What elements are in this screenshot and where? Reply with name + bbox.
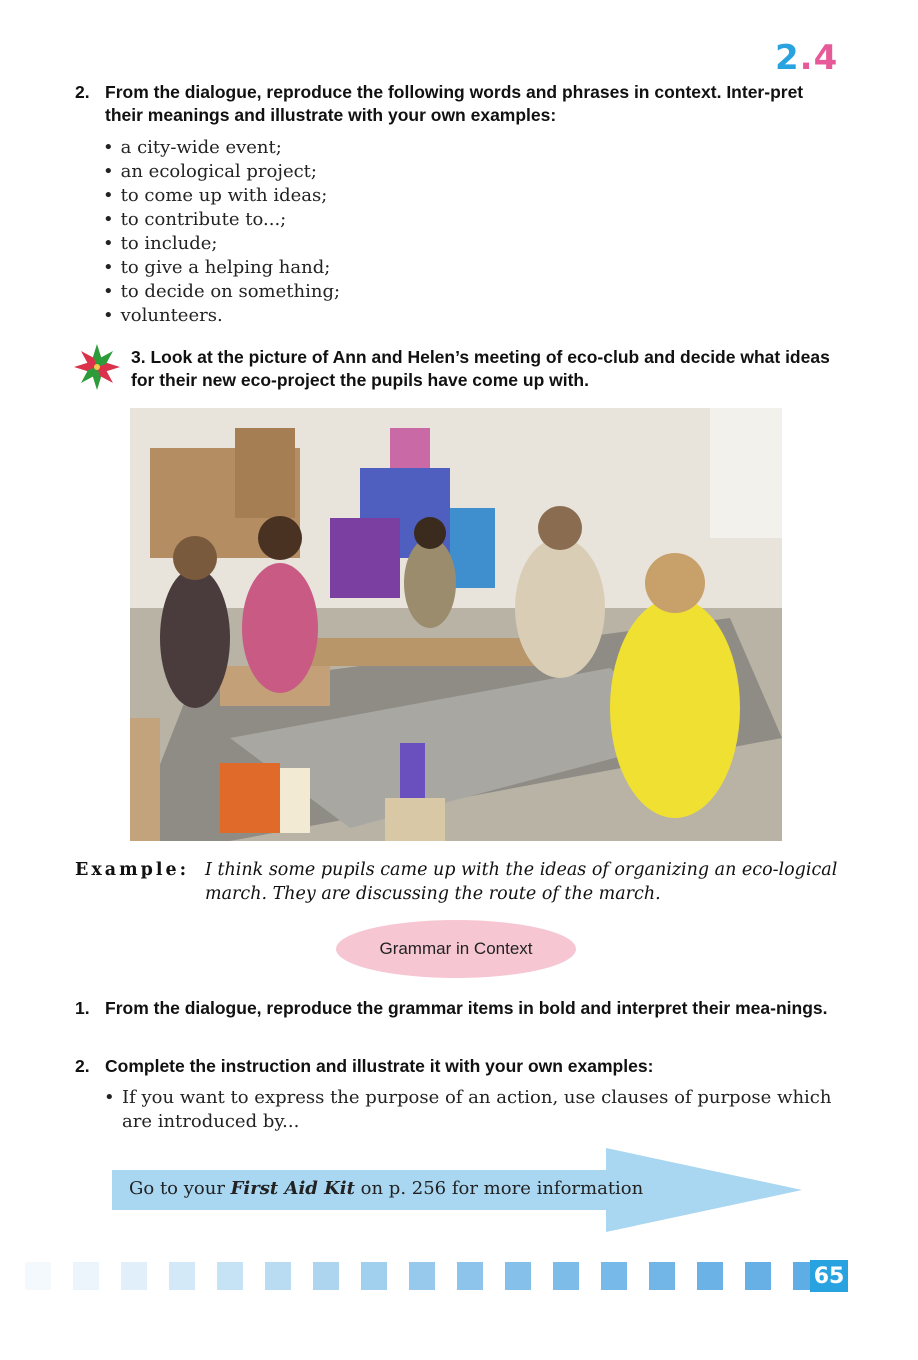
task-text: From the dialogue, reproduce the grammar items in bold and interpret their mea-nings. <box>105 998 828 1018</box>
phrase-item: • to include; <box>103 232 340 256</box>
bullet-dot: • <box>104 1087 115 1108</box>
book-title: First Aid Kit <box>230 1178 355 1199</box>
example-label: Example: <box>75 860 190 880</box>
purpose-text: If you want to express the purpose of an action, use clauses of purpose which are introduced by... <box>122 1087 832 1132</box>
phrase-item: • to decide on something; <box>103 280 340 304</box>
star-icon <box>72 342 122 392</box>
task-number: 1. <box>75 998 90 1018</box>
grammar-heading: Grammar in Context <box>336 920 576 978</box>
phrase-item: • an ecological project; <box>103 160 340 184</box>
phrase-item: • to come up with ideas; <box>103 184 340 208</box>
example-block <box>75 858 845 906</box>
phrase-item: • to contribute to...; <box>103 208 340 232</box>
task-text: Complete the instruction and illustrate it with your own examples: <box>105 1056 654 1076</box>
task-number: 2. <box>75 1056 90 1076</box>
task-text: From the dialogue, reproduce the following words and phrases in context. Inter-pret their meanings and illustrate with your own examples: <box>105 82 804 125</box>
task-number: 2. <box>75 82 90 102</box>
task-3-instruction: 3. Look at the picture of Ann and Helen’s meeting of eco-club and decide what ideas for their new eco-project the pupils have come up with. <box>131 347 830 390</box>
grammar-task-2 <box>75 1055 845 1078</box>
purpose-instruction <box>104 1086 844 1134</box>
phrase-item: • a city-wide event; <box>103 136 340 160</box>
phrase-list <box>103 136 340 328</box>
first-aid-kit-reference: Go to your First Aid Kit on p. 256 for more information <box>129 1178 644 1199</box>
phrase-item: • to give a helping hand; <box>103 256 340 280</box>
phrase-item: • volunteers. <box>103 304 340 328</box>
grammar-task-1 <box>75 997 845 1020</box>
task-2-instruction <box>75 81 845 127</box>
unit-number: 2.4 <box>775 38 839 78</box>
example-text: I think some pupils came up with the ideas of organizing an eco-logical march. They are discussing the route of the march. <box>205 860 838 904</box>
eco-club-photo <box>130 408 782 841</box>
page-number: 65 <box>810 1260 848 1292</box>
